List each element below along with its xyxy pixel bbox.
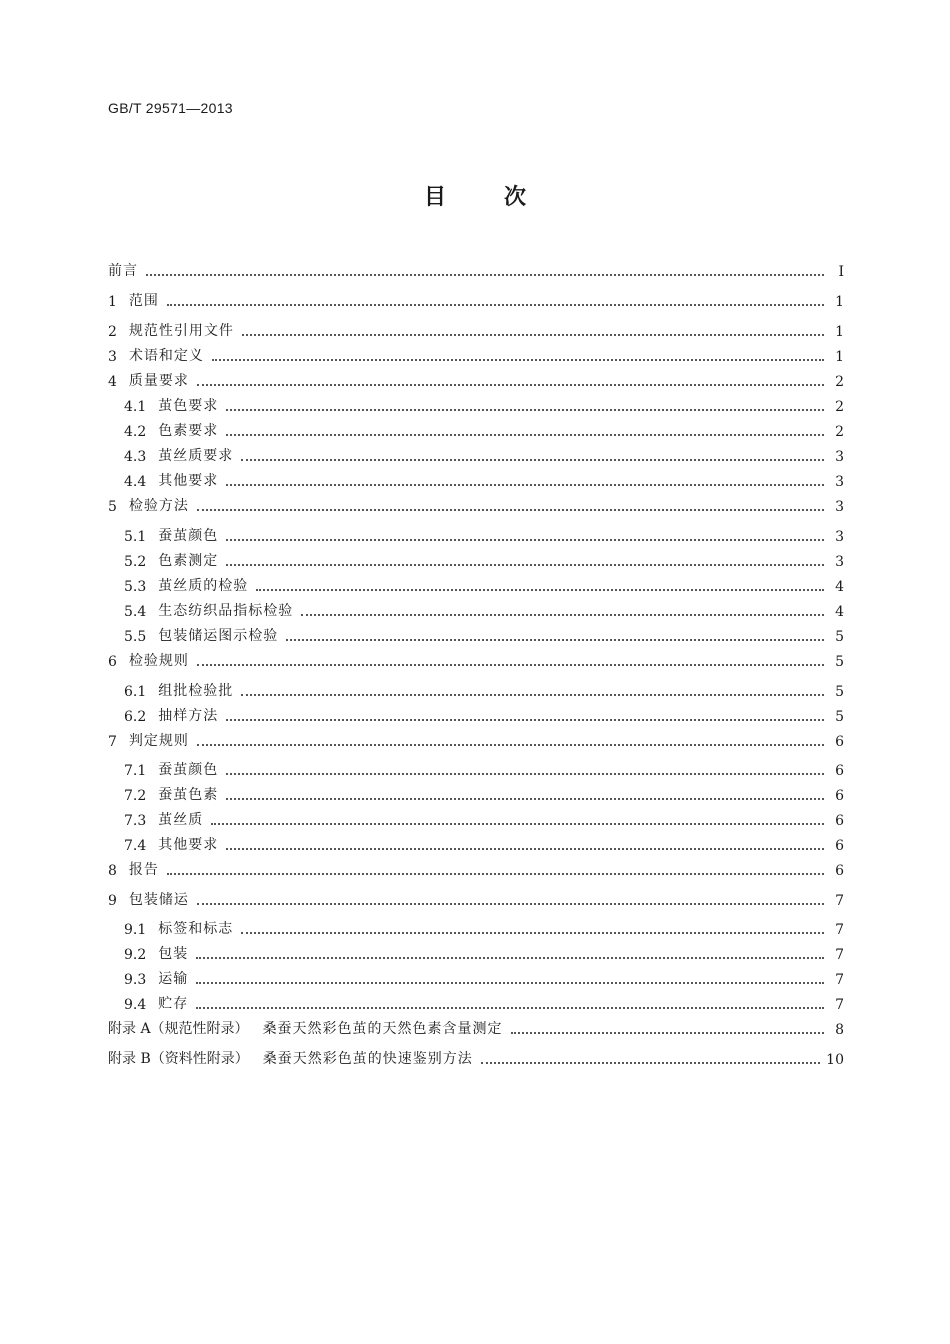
toc-entry[interactable] <box>124 678 844 700</box>
toc-leader-dots <box>256 587 824 591</box>
toc-entry-number: 7.3 <box>124 813 147 829</box>
toc-entry-page: 7 <box>835 947 844 963</box>
toc-entry-label: 蚕茧颜色 <box>158 528 219 544</box>
toc-entry[interactable] <box>124 548 844 570</box>
toc-entry-page: 3 <box>835 529 844 545</box>
toc-entry[interactable] <box>108 648 844 670</box>
toc-leader-dots <box>226 771 824 775</box>
toc-entry-page: Ⅰ <box>838 264 844 280</box>
toc-entry-label: 茧丝质的检验 <box>158 578 249 594</box>
toc-leader-dots <box>226 432 824 436</box>
toc-entry-number: 5.1 <box>124 529 147 545</box>
toc-entry-number: 4.4 <box>124 474 147 490</box>
toc-entry-label: 色素测定 <box>158 553 219 569</box>
toc-entry-number: 9.4 <box>124 997 147 1013</box>
toc-entry-page: 4 <box>835 604 844 620</box>
toc-leader-dots <box>242 332 824 336</box>
toc-entry-page: 4 <box>835 579 844 595</box>
toc-leader-dots <box>481 1060 820 1064</box>
toc-entry-number: 6.2 <box>124 709 147 725</box>
toc-leader-dots <box>211 821 824 825</box>
toc-entry[interactable] <box>124 991 844 1013</box>
toc-entry-label: 质量要求 <box>128 373 189 389</box>
toc-leader-dots <box>286 637 824 641</box>
toc-leader-dots <box>167 302 824 306</box>
toc-leader-dots <box>226 846 824 850</box>
toc-leader-dots <box>241 692 824 696</box>
toc-entry-label: 判定规则 <box>128 733 189 749</box>
toc-leader-dots <box>226 407 824 411</box>
toc-entry-number: 4.2 <box>124 424 147 440</box>
toc-entry[interactable] <box>108 1016 844 1038</box>
toc-leader-dots <box>511 1030 824 1034</box>
toc-entry[interactable] <box>108 1046 844 1068</box>
toc-leader-dots <box>167 871 824 875</box>
toc-entry-label: 桑蚕天然彩色茧的快速鉴别方法 <box>262 1051 473 1067</box>
toc-entry-number: 6 <box>108 654 117 670</box>
toc-entry-label: 抽样方法 <box>158 708 219 724</box>
toc-leader-dots <box>226 796 824 800</box>
toc-entry-label: 前言 <box>108 263 138 279</box>
toc-entry-label: 生态纺织品指标检验 <box>158 603 294 619</box>
toc-entry-label: 茧色要求 <box>158 398 219 414</box>
toc-entry-page: 2 <box>835 424 844 440</box>
toc-leader-dots <box>146 272 824 276</box>
toc-entry-page: 5 <box>835 654 844 670</box>
toc-entry-number: 5.4 <box>124 604 147 620</box>
toc-entry-page: 6 <box>835 788 844 804</box>
toc-entry-page: 5 <box>835 709 844 725</box>
toc-entry-label: 检验方法 <box>128 498 189 514</box>
toc-entry-label: 色素要求 <box>158 423 219 439</box>
toc-entry[interactable] <box>124 623 844 645</box>
toc-entry[interactable] <box>124 573 844 595</box>
toc-entry-number: 3 <box>108 349 117 365</box>
toc-entry-label: 贮存 <box>158 996 189 1012</box>
toc-entry[interactable] <box>108 857 844 879</box>
toc-entry[interactable] <box>124 393 844 415</box>
toc-entry-page: 7 <box>835 893 844 909</box>
toc-entry-page: 5 <box>835 684 844 700</box>
toc-entry-label: 蚕茧颜色 <box>158 762 219 778</box>
page-title <box>0 180 950 211</box>
toc-entry-page: 5 <box>835 629 844 645</box>
toc-entry-number: 8 <box>108 863 117 879</box>
toc-entry[interactable] <box>108 368 844 390</box>
toc-entry-label: 运输 <box>158 971 189 987</box>
toc-entry-page: 3 <box>835 554 844 570</box>
page-title-char-1: 目 <box>423 185 446 210</box>
toc-entry-page: 1 <box>835 294 844 310</box>
toc-entry-number: 7.1 <box>124 763 147 779</box>
toc-leader-dots <box>226 537 824 541</box>
toc-leader-dots <box>196 980 824 984</box>
toc-entry-page: 1 <box>835 349 844 365</box>
toc-entry-number: 4.3 <box>124 449 147 465</box>
toc-entry[interactable] <box>124 832 844 854</box>
toc-entry[interactable] <box>124 807 844 829</box>
toc-entry[interactable] <box>124 523 844 545</box>
toc-entry-page: 6 <box>835 838 844 854</box>
toc-entry-label: 茧丝质 <box>158 812 204 828</box>
toc-entry[interactable] <box>108 887 844 909</box>
toc-leader-dots <box>197 662 824 666</box>
toc-entry-number: 1 <box>108 294 117 310</box>
toc-entry[interactable] <box>124 443 844 465</box>
toc-leader-dots <box>197 382 824 386</box>
toc-entry-label: 桑蚕天然彩色茧的天然色素含量测定 <box>262 1021 503 1037</box>
toc-entry-page: 3 <box>835 449 844 465</box>
toc-entry-label: 包装储运 <box>128 892 189 908</box>
toc-entry[interactable] <box>108 493 844 515</box>
toc-leader-dots <box>241 930 824 934</box>
toc-entry-number: 附录 B（资料性附录） <box>108 1051 249 1067</box>
toc-entry-label: 报告 <box>128 862 159 878</box>
toc-entry-page: 7 <box>835 972 844 988</box>
page-title-char-2: 次 <box>504 185 527 210</box>
toc-leader-dots <box>241 457 824 461</box>
toc-entry-number: 9 <box>108 893 117 909</box>
toc-entry-number: 4 <box>108 374 117 390</box>
toc-entry[interactable] <box>124 941 844 963</box>
toc-entry-page: 6 <box>835 763 844 779</box>
toc-entry-page: 2 <box>835 399 844 415</box>
toc-leader-dots <box>226 717 824 721</box>
toc-entry-number: 2 <box>108 324 117 340</box>
toc-entry-number: 9.2 <box>124 947 147 963</box>
toc-entry-number: 7.4 <box>124 838 147 854</box>
toc-entry-label: 其他要求 <box>158 837 219 853</box>
toc-entry[interactable] <box>124 782 844 804</box>
toc-entry[interactable] <box>108 318 844 340</box>
toc-entry-page: 3 <box>835 499 844 515</box>
toc-entry-page: 10 <box>826 1052 844 1068</box>
toc-entry[interactable] <box>124 757 844 779</box>
toc-leader-dots <box>197 742 824 746</box>
toc-entry[interactable] <box>124 703 844 725</box>
toc-entry-number: 9.3 <box>124 972 147 988</box>
toc-leader-dots <box>226 482 824 486</box>
toc-entry[interactable] <box>124 418 844 440</box>
toc-leader-dots <box>301 612 824 616</box>
toc-entry-label: 范围 <box>128 293 159 309</box>
toc-entry-number: 6.1 <box>124 684 147 700</box>
toc-entry[interactable] <box>108 258 844 280</box>
toc-entry-page: 1 <box>835 324 844 340</box>
toc-entry-number: 4.1 <box>124 399 147 415</box>
toc-entry-page: 6 <box>835 863 844 879</box>
toc-entry[interactable] <box>124 468 844 490</box>
toc-entry[interactable] <box>108 728 844 750</box>
toc-entry[interactable] <box>108 288 844 310</box>
toc-entry[interactable] <box>108 343 844 365</box>
toc-entry-label: 术语和定义 <box>128 348 204 364</box>
toc-leader-dots <box>197 507 824 511</box>
toc-entry-page: 6 <box>835 734 844 750</box>
toc-entry-label: 标签和标志 <box>158 921 234 937</box>
toc-leader-dots <box>226 562 824 566</box>
toc-entry-page: 6 <box>835 813 844 829</box>
toc-entry-page: 7 <box>835 997 844 1013</box>
toc-entry-number: 9.1 <box>124 922 147 938</box>
toc-leader-dots <box>197 901 824 905</box>
toc-entry-label: 组批检验批 <box>158 683 234 699</box>
toc-entry-label: 蚕茧色素 <box>158 787 219 803</box>
toc-leader-dots <box>196 1005 824 1009</box>
toc-entry[interactable] <box>124 916 844 938</box>
toc-entry-number: 5.3 <box>124 579 147 595</box>
toc-entry-page: 2 <box>835 374 844 390</box>
toc-entry-number: 5.5 <box>124 629 147 645</box>
standard-code: GB/T 29571—2013 <box>108 100 233 116</box>
toc-entry-number: 7.2 <box>124 788 147 804</box>
toc-entry-label: 包装 <box>158 946 189 962</box>
toc-entry[interactable] <box>124 966 844 988</box>
toc-entry-page: 3 <box>835 474 844 490</box>
toc-entry-label: 包装储运图示检验 <box>158 628 279 644</box>
toc-entry-number: 7 <box>108 734 117 750</box>
toc-entry-label: 茧丝质要求 <box>158 448 234 464</box>
toc-entry-label: 规范性引用文件 <box>128 323 234 339</box>
toc-entry-page: 7 <box>835 922 844 938</box>
toc-entry[interactable] <box>124 598 844 620</box>
toc-entry-page: 8 <box>835 1022 844 1038</box>
toc-entry-label: 其他要求 <box>158 473 219 489</box>
toc-leader-dots <box>212 357 824 361</box>
toc-entry-label: 检验规则 <box>128 653 189 669</box>
toc-entry-number: 附录 A（规范性附录） <box>108 1021 249 1037</box>
toc-entry-number: 5.2 <box>124 554 147 570</box>
toc-leader-dots <box>196 955 824 959</box>
toc-entry-number: 5 <box>108 499 117 515</box>
